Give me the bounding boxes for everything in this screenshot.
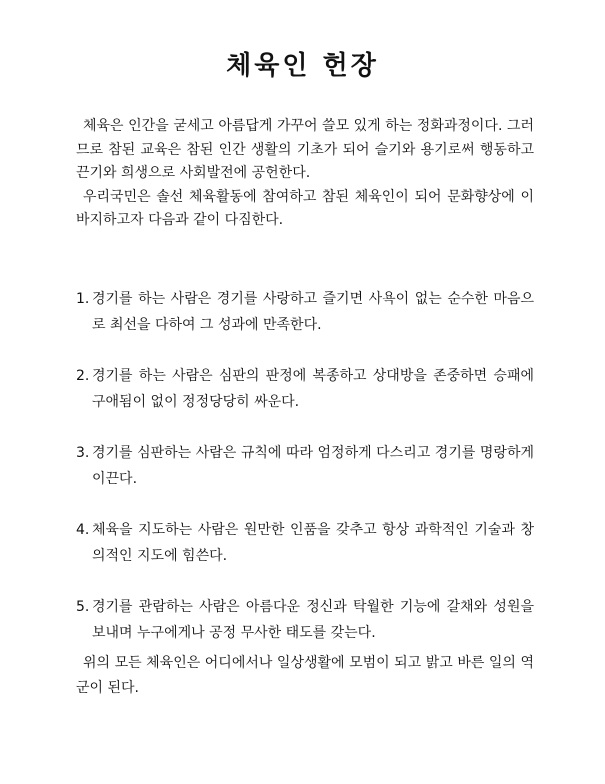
- item-number: 3.: [76, 445, 90, 461]
- preamble: [76, 115, 534, 233]
- preamble-paragraph: 우리국민은 솔선 체육활동에 참여하고 참된 체육인이 되어 문화향상에 이바지하고자 다음과 같이 다짐한다.: [76, 188, 534, 228]
- closing-paragraph: 위의 모든 체육인은 어디에서나 일상생활에 모범이 되고 밝고 바른 일의 역군이 된다.: [76, 655, 534, 696]
- charter-item: [76, 440, 534, 492]
- item-number: 4.: [76, 522, 90, 538]
- item-text: 경기를 하는 사람은 심판의 판정에 복종하고 상대방을 존중하면 승패에 구애됨이 없이 정정당당히 싸운다.: [92, 368, 534, 410]
- item-number: 1.: [76, 291, 90, 307]
- document-title: 체육인 헌장: [226, 51, 379, 81]
- item-number: 5.: [76, 599, 90, 615]
- charter-item: [76, 517, 534, 569]
- item-text: 체육을 지도하는 사람은 원만한 인품을 갖추고 항상 과학적인 기술과 창의적인 지도에 힘쓴다.: [92, 522, 534, 564]
- item-number: 2.: [76, 368, 90, 384]
- charter-item: [76, 363, 534, 415]
- item-text: 경기를 하는 사람은 경기를 사랑하고 즐기면 사욕이 없는 순수한 마음으로 최선을 다하여 그 성과에 만족한다.: [92, 291, 534, 333]
- charter-item: [76, 286, 534, 338]
- preamble-paragraph: 체육은 인간을 굳세고 아름답게 가꾸어 쓸모 있게 하는 정화과정이다. 그러므로 참된 교육은 참된 인간 생활의 기초가 되어 슬기와 용기로써 행동하고 끈기와 희생으로 사회발전에 공헌한다.: [76, 118, 534, 181]
- charter-items: [76, 286, 534, 671]
- item-text: 경기를 심판하는 사람은 규칙에 따라 엄정하게 다스리고 경기를 명랑하게 이끈다.: [92, 445, 534, 487]
- charter-item: [76, 594, 534, 646]
- item-text: 경기를 관람하는 사람은 아름다운 정신과 탁월한 기능에 갈채와 성원을 보내며 누구에게나 공정 무사한 태도를 갖는다.: [92, 599, 534, 641]
